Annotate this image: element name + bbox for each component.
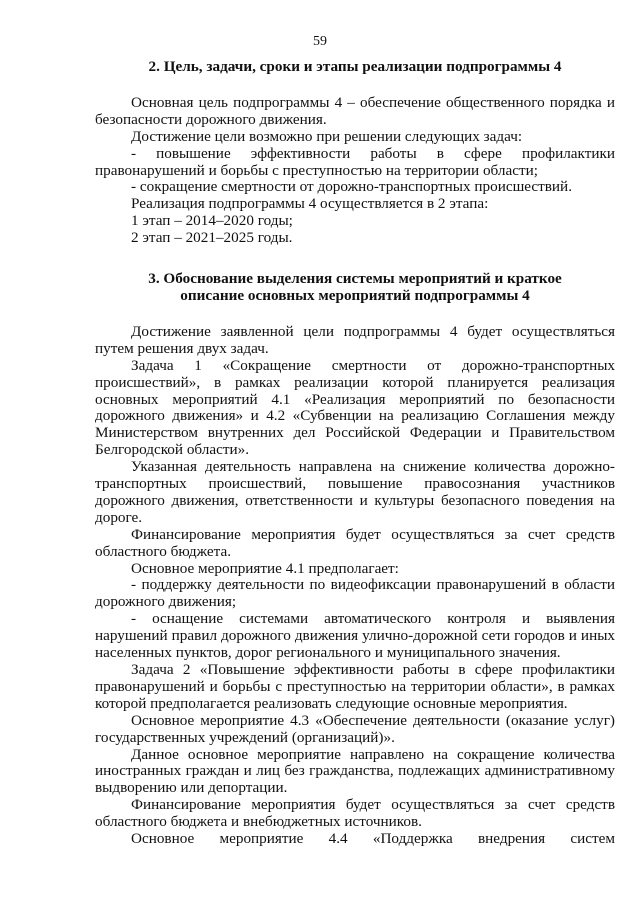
section-3-heading-line-1: 3. Обоснование выделения системы мероприятий и краткое (148, 270, 562, 288)
stage-1-line: 1 этап – 2014–2020 годы; (131, 212, 293, 230)
section-3-paragraph: Финансирование мероприятия будет осуществляться за счет средств областного бюджета и внебюджетных источников. (95, 796, 615, 831)
section-3-paragraph: Основное мероприятие 4.1 предполагает: (131, 559, 399, 577)
section-3-paragraph: Достижение заявленной цели подпрограммы 4 будет осуществляться путем решения двух задач. (95, 322, 615, 357)
section-3-paragraph: Указанная деятельность направлена на снижение количества дорожно-транспортных происшествий, повышение правосознания участников дорожного движения, ответственности и культуры безопасного поведения на дороге. (95, 458, 615, 526)
page-number: 59 (313, 34, 327, 49)
section-3-paragraph: Финансирование мероприятия будет осуществляться за счет средств областного бюджета. (95, 525, 615, 560)
section-3-list-item: - поддержку деятельности по видеофиксации правонарушений в области дорожного движения; (95, 576, 615, 611)
section-3-paragraph: Задача 1 «Сокращение смертности от дорожно-транспортных происшествий», в рамках реализации которой планируется реализация основных мероприятий 4.1 «Реализация мероприятий по безопасности дорожного движения» и 4.2 «Субвенции на реализацию Соглашения между Министерством внутренних дел Российской Федерации и Правительством Белгородской области». (95, 356, 615, 459)
section-2-list-item: - повышение эффективности работы в сфере профилактики правонарушений и борьбы с преступностью на территории области; (95, 144, 615, 179)
section-2-paragraph: Достижение цели возможно при решении следующих задач: (131, 127, 523, 145)
section-3-paragraph: Основное мероприятие 4.3 «Обеспечение деятельности (оказание услуг) государственных учреждений (организаций)». (95, 711, 615, 746)
section-2-list-item: - сокращение смертности от дорожно-транспортных происшествий. (131, 178, 572, 196)
section-3-paragraph: Задача 2 «Повышение эффективности работы в сфере профилактики правонарушений и борьбы с преступностью на территории области», в рамках которой предполагается реализовать следующие основные мероприятия. (95, 661, 615, 712)
section-3-heading (95, 271, 615, 305)
section-3-paragraph-continued: Основное мероприятие 4.4 «Поддержка внедрения систем (131, 830, 615, 848)
section-3-list-item: - оснащение системами автоматического контроля и выявления нарушений правил дорожного движения улично-дорожной сети городов и иных населенных пунктов, дорог регионального и муниципального значения. (95, 610, 615, 662)
section-3-paragraph: Данное основное мероприятие направлено на сокращение количества иностранных граждан и лиц без гражданства, подлежащих административному выдворению или депортации. (95, 745, 615, 797)
stage-2-line: 2 этап – 2021–2025 годы. (131, 229, 293, 247)
document-body (95, 58, 615, 848)
section-3-heading-line-2: описание основных мероприятий подпрограммы 4 (180, 286, 530, 304)
section-2-paragraph: Реализация подпрограммы 4 осуществляется в 2 этапа: (131, 195, 489, 213)
section-2-heading: 2. Цель, задачи, сроки и этапы реализации подпрограммы 4 (148, 58, 562, 75)
section-2-paragraph: Основная цель подпрограммы 4 – обеспечение общественного порядка и безопасности дорожного движения. (95, 93, 615, 128)
